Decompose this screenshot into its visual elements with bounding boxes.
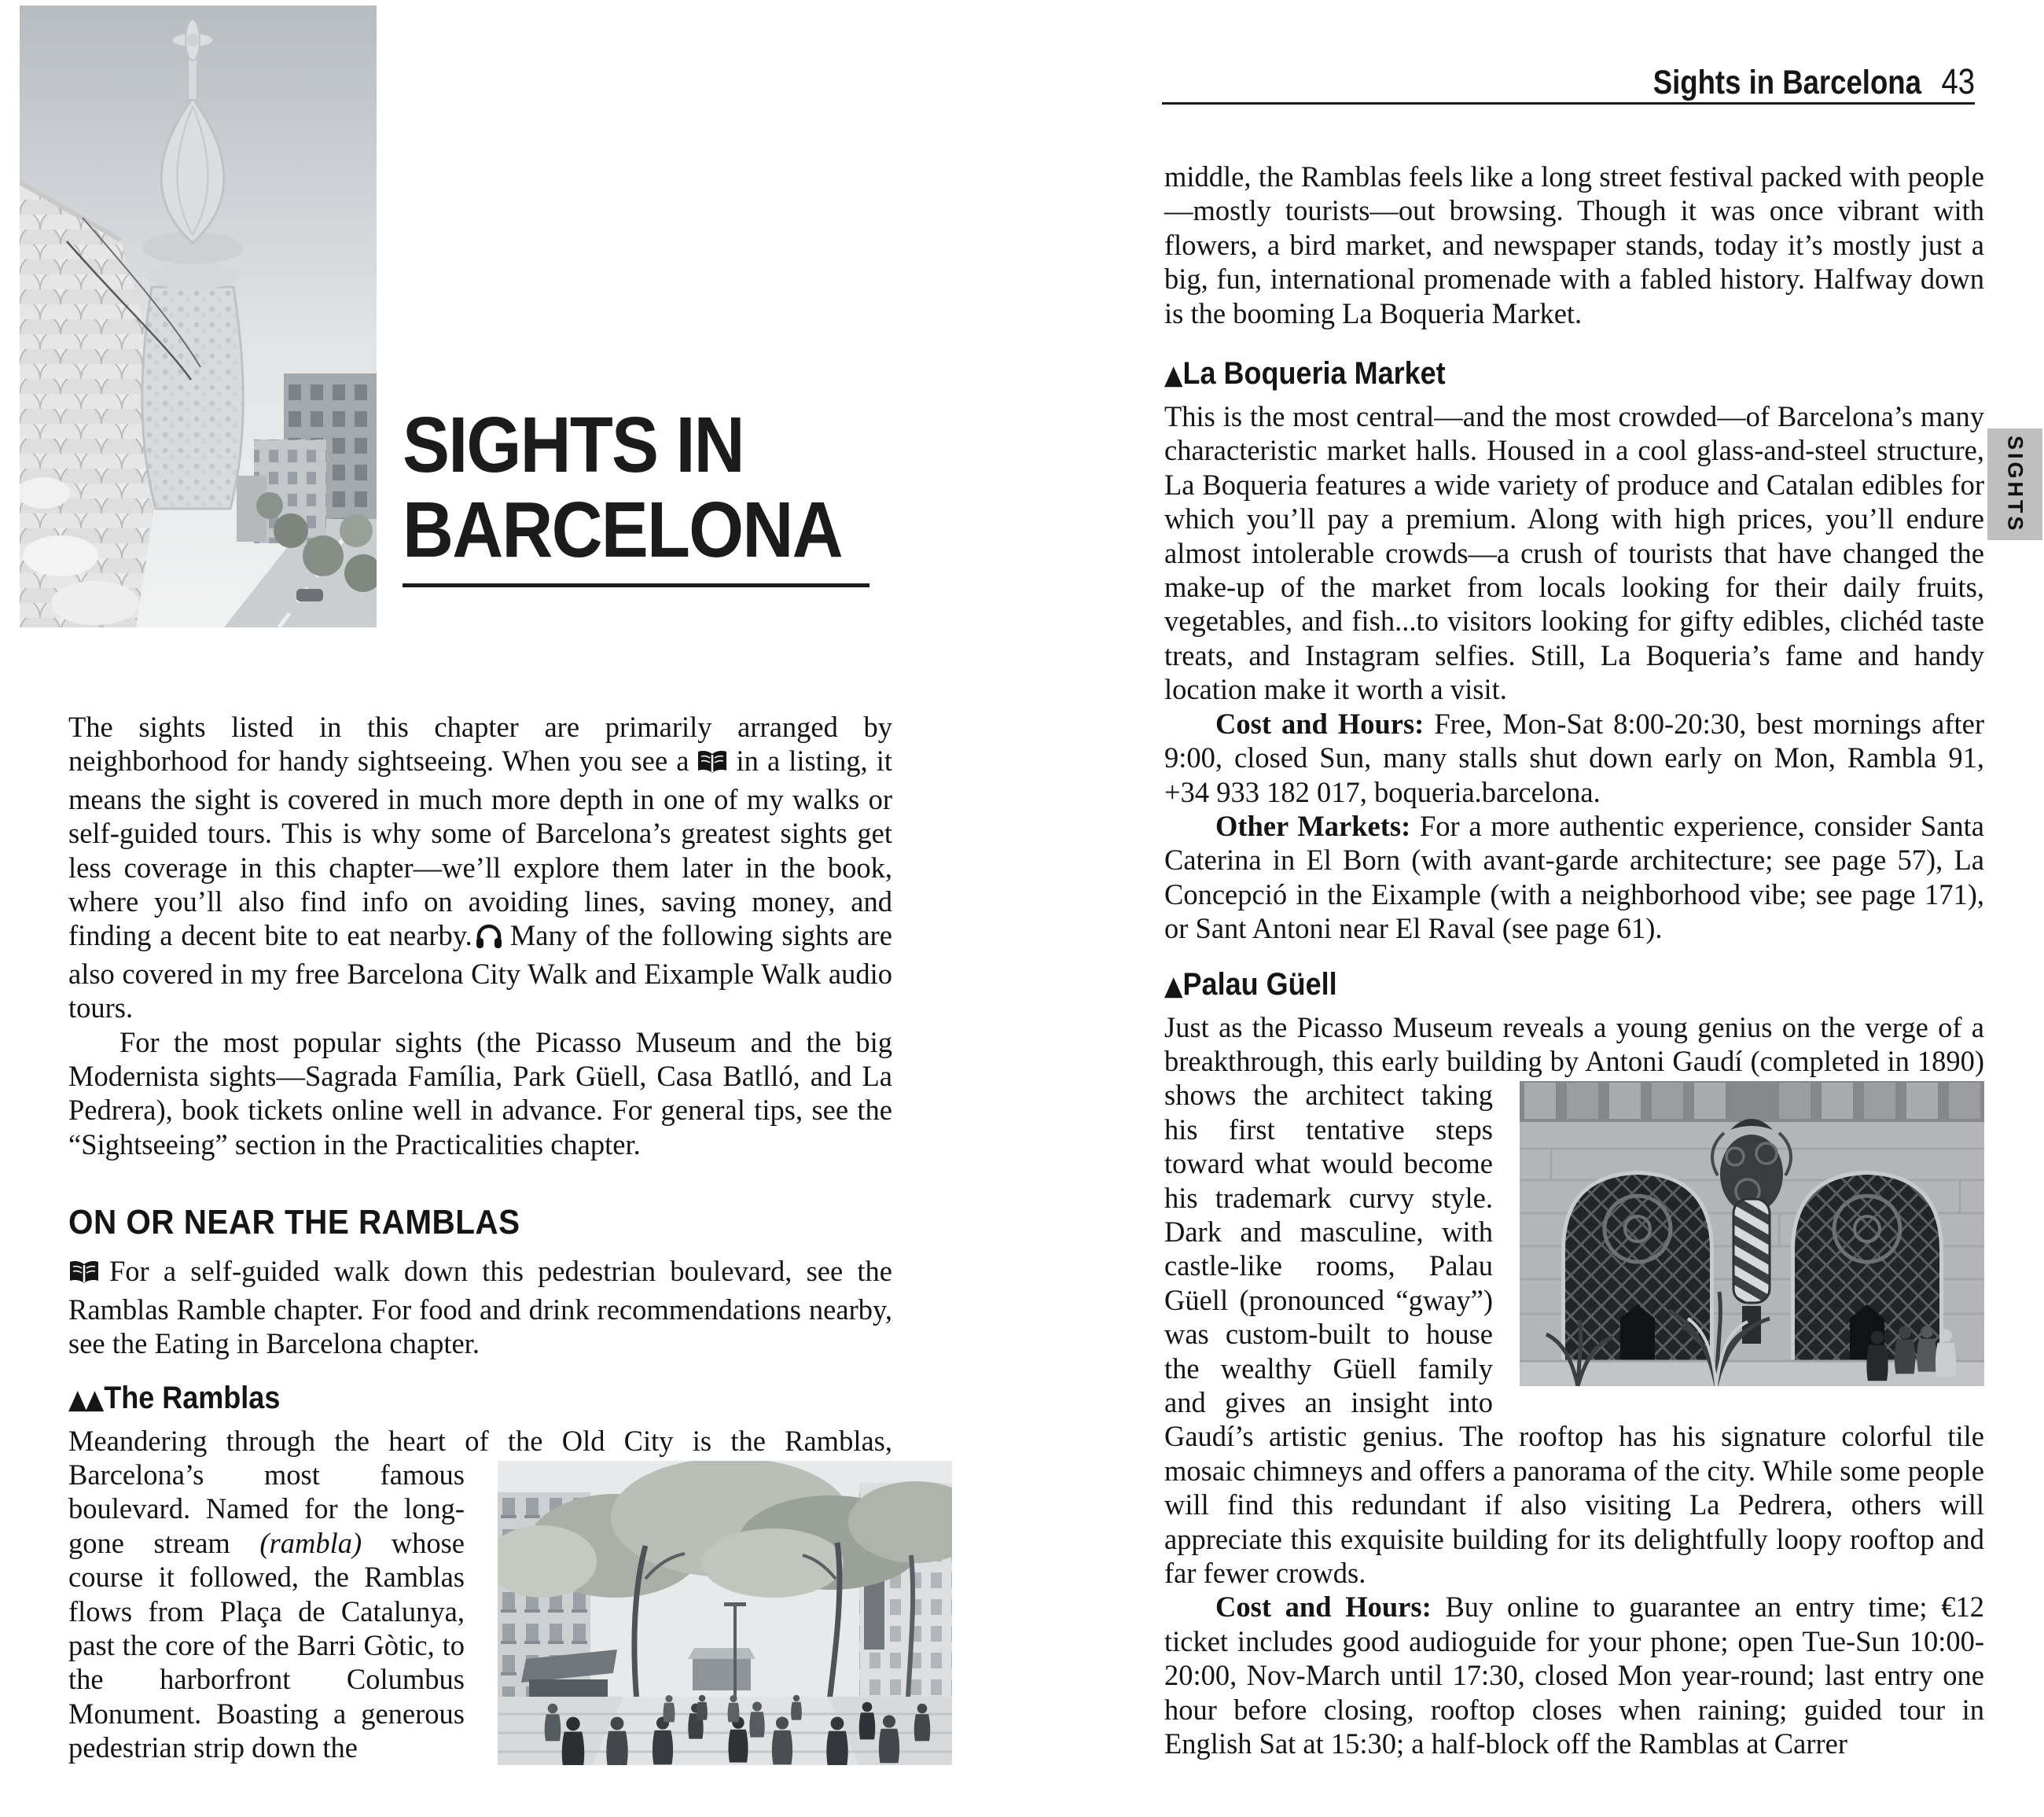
cost-hours-label: Cost and Hours:	[1215, 707, 1425, 740]
intro-paragraph	[68, 710, 892, 1025]
sights-side-tab-label: SIGHTS	[2003, 435, 2027, 534]
sight-rating-icons: ▲▲	[68, 1383, 103, 1415]
sight-rating-icon: ▲	[1164, 359, 1182, 392]
boqueria-paragraph: This is the most central—and the most crowded—of Barcelona’s many characteristic market halls. Housed in a cool glass-and-steel structure, La Boqueria features a wide variety of produce and Catalan edibles for which you’ll pay a premium. Along with high prices, you’ll endure almost intolerable crowds—a crush of tourists that have changed the make-up of the market from locals looking for their daily fruits, vegetables, and fish...to visitors looking for gifty edibles, clichéd taste treats, and Instagram selfies. Still, La Boqueria’s fame and handy location make it worth a visit.	[1164, 400, 1984, 706]
listing-heading-label: The Ramblas	[104, 1380, 281, 1415]
cost-hours-label: Cost and Hours:	[1215, 1591, 1432, 1624]
running-head-rule	[1162, 102, 1975, 105]
listing-heading-label: Palau Güell	[1182, 966, 1337, 1002]
palau-guell-photo	[1520, 1081, 1984, 1386]
listing-heading-label: La Boqueria Market	[1182, 356, 1446, 392]
open-book-icon	[697, 748, 728, 782]
section-intro-text: For a self-guided walk down this pedestrian boulevard, see the Ramblas Ramble chapter. For food and drink recommendations nearby, see the Eating in Barcelona chapter.	[68, 1255, 892, 1360]
intro-text-c: Many of the following sights are also covered in my free Barcelona City Walk and Eixample Walk audio tours.	[68, 919, 892, 1024]
right-column	[1164, 160, 1984, 1760]
ramblas-street-photo	[498, 1461, 952, 1765]
casa-batllo-rooftop-photo	[20, 6, 377, 627]
ramblas-italic-term: (rambla)	[259, 1526, 362, 1559]
listing-heading-palau-guell	[1164, 966, 1902, 1004]
cost-hours-text: Buy online to guarantee an entry time; €12 ticket includes good audioguide for your phone; open Tue-Sun 10:00-20:00, Nov-March until 17:30, closed Mon year-round; last entry one hour before closing, rooftop closes when raining; guided tour in English Sat at 15:30; a half-block off the Ramblas at Carrer	[1164, 1591, 1984, 1760]
listing-heading-la-boqueria-market	[1164, 355, 1902, 393]
palau-cost-hours-paragraph	[1164, 1590, 1984, 1760]
ramblas-paragraph	[68, 1424, 892, 1765]
ramblas-text-c: whose course it followed, the Ramblas flows from Plaça de Catalunya, past the core of the Barri Gòtic, to the harborfront Columbus Monument. Boasting a generous pedestrian strip down the	[68, 1526, 465, 1764]
palau-guell-paragraph	[1164, 1010, 1984, 1591]
chapter-title-line1: SIGHTS IN	[403, 401, 744, 489]
chapter-title-underline	[403, 583, 869, 587]
boqueria-cost-hours-paragraph	[1164, 707, 1984, 809]
chapter-title-line2: BARCELONA	[403, 486, 842, 574]
ramblas-text-a: Meandering through the heart of the Old City is the Ramblas,	[68, 1424, 892, 1457]
headphones-icon	[476, 922, 502, 956]
palau-text-a: Just as the Picasso Museum reveals a young genius on the verge of a breakthrough, this early building by Antoni Gaudí (completed in	[1164, 1010, 1984, 1077]
booking-tips-paragraph: For the most popular sights (the Picasso Museum and the big Modernista sights—Sagrada Família, Park Güell, Casa Batlló, and La Pedrera), book tickets online well in advance. For general tips, see the “Sightseeing” section in the Practicalities chapter.	[68, 1025, 892, 1160]
ramblas-continued-paragraph: middle, the Ramblas feels like a long street festival packed with people—mostly tourists—out browsing. Though it was once vibrant with flowers, a bird market, and newspaper stands, today it’s mostly just a big, fun, international promenade with a fabled history. Halfway down is the booming La Boqueria Market.	[1164, 160, 1984, 329]
open-book-icon	[68, 1258, 100, 1292]
other-markets-label: Other Markets:	[1215, 809, 1411, 842]
palau-text-b: 1890) shows the architect taking his first tentative steps toward what would become his trademark curvy style. Dark and masculine, with castle-like rooms, Palau Güell (pronounced “gway”) was custom-built to house the wealthy Güell family and gives an insight into Gaudí’s artistic genius. The rooftop has his signature colorful tile mosaic chimneys and offers a panorama of the city. While some people will find this redundant if also visiting La Pedrera, others will appreciate this exquisite building for its delightfully loopy rooftop and far fewer crowds.	[1164, 1044, 1984, 1590]
running-head	[1284, 61, 1975, 102]
other-markets-text: For a more authentic experience, consider Santa Caterina in El Born (with avant-garde architecture; see page 57), La Concepció in the Eixample (with a neighborhood vibe; see page 171), or Sant Antoni near El Raval (see page 61).	[1164, 809, 1984, 945]
chapter-title	[403, 403, 842, 572]
sights-side-tab	[1987, 429, 2042, 540]
other-markets-paragraph	[1164, 809, 1984, 946]
intro-text-a: The sights listed in this chapter are primarily arranged by neighborhood for handy sightseeing. When you see a	[68, 711, 892, 778]
ramblas-text-b: Barcelona’s most famous boulevard. Named for the long-gone stream	[68, 1458, 465, 1559]
cost-hours-text: Free, Mon-Sat 8:00-20:30, best mornings after 9:00, closed Sun, many stalls shut down early on Mon, Rambla 91, +34 933 182 017, boqueria.barcelona.	[1164, 707, 1984, 808]
page-number: 43	[1941, 61, 1975, 101]
running-head-title: Sights in Barcelona	[1652, 64, 1921, 101]
section-intro-paragraph	[68, 1254, 892, 1360]
listing-heading-the-ramblas	[68, 1380, 810, 1418]
intro-text-b: in a listing, it means the sight is covered in much more depth in one of my walks or self-guided tours. This is why some of Barcelona’s greatest sights get less coverage in this chapter—we’ll explore them later in the book, where you’ll also find info on avoiding lines, saving money, and finding a decent bite to eat nearby.	[68, 745, 892, 952]
left-column	[68, 710, 892, 1773]
section-heading-on-or-near-the-ramblas: ON OR NEAR THE RAMBLAS	[68, 1203, 520, 1242]
sight-rating-icon: ▲	[1164, 969, 1182, 1002]
